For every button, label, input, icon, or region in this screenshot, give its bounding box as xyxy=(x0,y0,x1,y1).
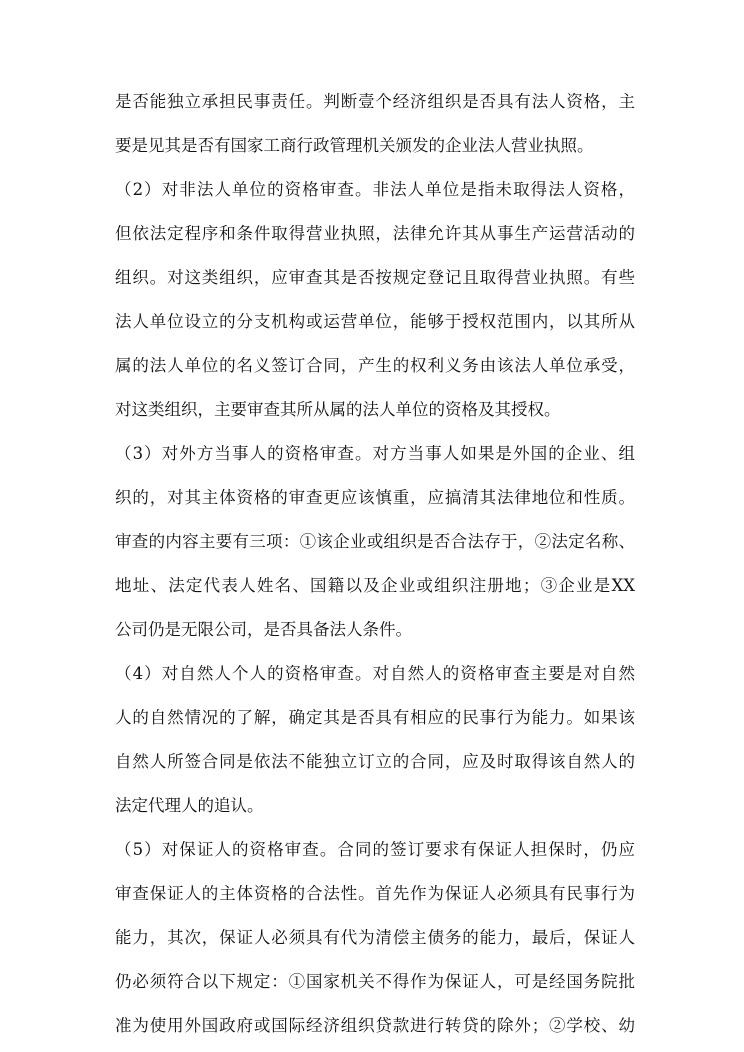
text-line: 织的，对其主体资格的审查更应该慎重，应搞清其法律地位和性质。 xyxy=(115,488,635,507)
text-line: 法定代理人的追认。 xyxy=(115,796,264,815)
text-line: 属的法人单位的名义签订合同，产生的权利义务由该法人单位承受， xyxy=(115,356,635,375)
text-line: 但依法定程序和条件取得营业执照，法律允许其从事生产运营活动的 xyxy=(115,224,635,243)
text-line: 是否能独立承担民事责任。判断壹个经济组织是否具有法人资格，主 xyxy=(115,92,635,111)
text-line: 法人单位设立的分支机构或运营单位，能够于授权范围内，以其所从 xyxy=(115,312,635,331)
text-line: 能力，其次，保证人必须具有代为清偿主债务的能力，最后，保证人 xyxy=(115,928,635,947)
text-line: （4）对自然人个人的资格审查。对自然人的资格审查主要是对自然 xyxy=(115,664,635,683)
text-line: 审查的内容主要有三项：①该企业或组织是否合法存于，②法定名称、 xyxy=(115,532,635,551)
text-line: 公司仍是无限公司，是否具备法人条件。 xyxy=(115,620,412,639)
text-line: （2）对非法人单位的资格审查。非法人单位是指未取得法人资格， xyxy=(115,180,635,199)
text-line: 地址、法定代表人姓名、国籍以及企业或组织注册地；③企业是XX xyxy=(115,576,635,595)
text-line: 人的自然情况的了解，确定其是否具有相应的民事行为能力。如果该 xyxy=(115,708,635,727)
text-line: 对这类组织，主要审查其所从属的法人单位的资格及其授权。 xyxy=(115,400,561,419)
text-line: 要是见其是否有国家工商行政管理机关颁发的企业法人营业执照。 xyxy=(115,136,594,155)
text-line: 准为使用外国政府或国际经济组织贷款进行转贷的除外；②学校、幼 xyxy=(115,1016,635,1035)
text-line: （3）对外方当事人的资格审查。对方当事人如果是外国的企业、组 xyxy=(115,444,635,463)
text-line: 审查保证人的主体资格的合法性。首先作为保证人必须具有民事行为 xyxy=(115,884,635,903)
text-line: （5）对保证人的资格审查。合同的签订要求有保证人担保时，仍应 xyxy=(115,840,635,859)
text-line: 组织。对这类组织，应审查其是否按规定登记且取得营业执照。有些 xyxy=(115,268,635,287)
text-line: 仍必须符合以下规定：①国家机关不得作为保证人，可是经国务院批 xyxy=(115,972,635,991)
text-line: 自然人所签合同是依法不能独立订立的合同，应及时取得该自然人的 xyxy=(115,752,635,771)
